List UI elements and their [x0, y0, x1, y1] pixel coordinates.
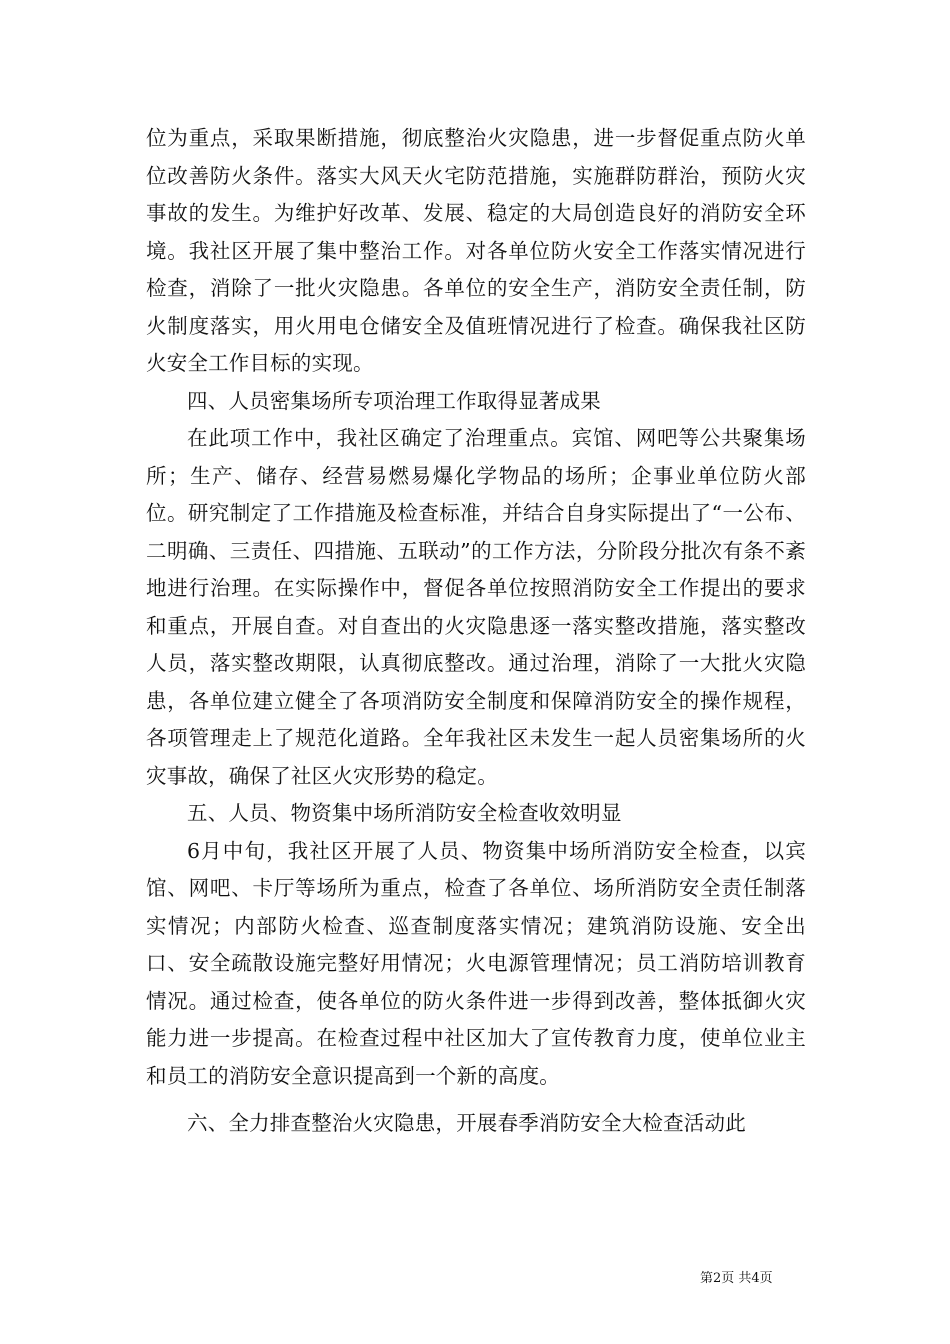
section-heading-four: 四、人员密集场所专项治理工作取得显著成果 — [187, 388, 601, 413]
section-heading-six: 六、全力排查整治火灾隐患，开展春季消防安全大检查活动此 — [187, 1111, 746, 1135]
paragraph-section-four: 在此项工作中，我社区确定了治理重点。宾馆、网吧等公共聚集场所；生产、储存、经营易燃易爆化学物品的场所；企事业单位防火部位。研究制定了工作措施及检查标准，并结合自身实际提出了“一公布、二明确、三责任、四措施、五联动”的工作方法，分阶段分批次有条不紊地进行治理。在实际操作中，督促各单位按照消防安全工作提出的要求和重点，开展自查。对自查出的火灾隐患逐一落实整改措施，落实整改人员，落实整改期限，认真彻底整改。通过治理，消除了一大批火灾隐患，各单位建立健全了各项消防安全制度和保障消防安全的操作规程，各项管理走上了规范化道路。全年我社区未发生一起人员密集场所的火灾事故，确保了社区火灾形势的稳定。 — [146, 426, 806, 788]
document-body — [146, 120, 806, 1143]
paragraph-section-five: 6月中旬，我社区开展了人员、物资集中场所消防安全检查，以宾馆、网吧、卡厅等场所为重点，检查了各单位、场所消防安全责任制落实情况；内部防火检查、巡查制度落实情况；建筑消防设施、安全出口、安全疏散设施完整好用情况；火电源管理情况；员工消防培训教育情况。通过检查，使各单位的防火条件进一步得到改善，整体抵御火灾能力进一步提高。在检查过程中社区加大了宣传教育力度，使单位业主和员工的消防安全意识提高到一个新的高度。 — [146, 838, 806, 1088]
paragraph-continuation: 位为重点，采取果断措施，彻底整治火灾隐患，进一步督促重点防火单位改善防火条件。落实大风天火宅防范措施，实施群防群治，预防火灾事故的发生。为维护好改革、发展、稳定的大局创造良好的消防安全环境。我社区开展了集中整治工作。对各单位防火安全工作落实情况进行检查，消除了一批火灾隐患。各单位的安全生产，消防安全责任制，防火制度落实，用火用电仓储安全及值班情况进行了检查。确保我社区防火安全工作目标的实现。 — [146, 126, 806, 375]
page-number: 第2页 共4页 — [700, 1271, 773, 1286]
section-heading-five: 五、人员、物资集中场所消防安全检查收效明显 — [187, 801, 622, 825]
